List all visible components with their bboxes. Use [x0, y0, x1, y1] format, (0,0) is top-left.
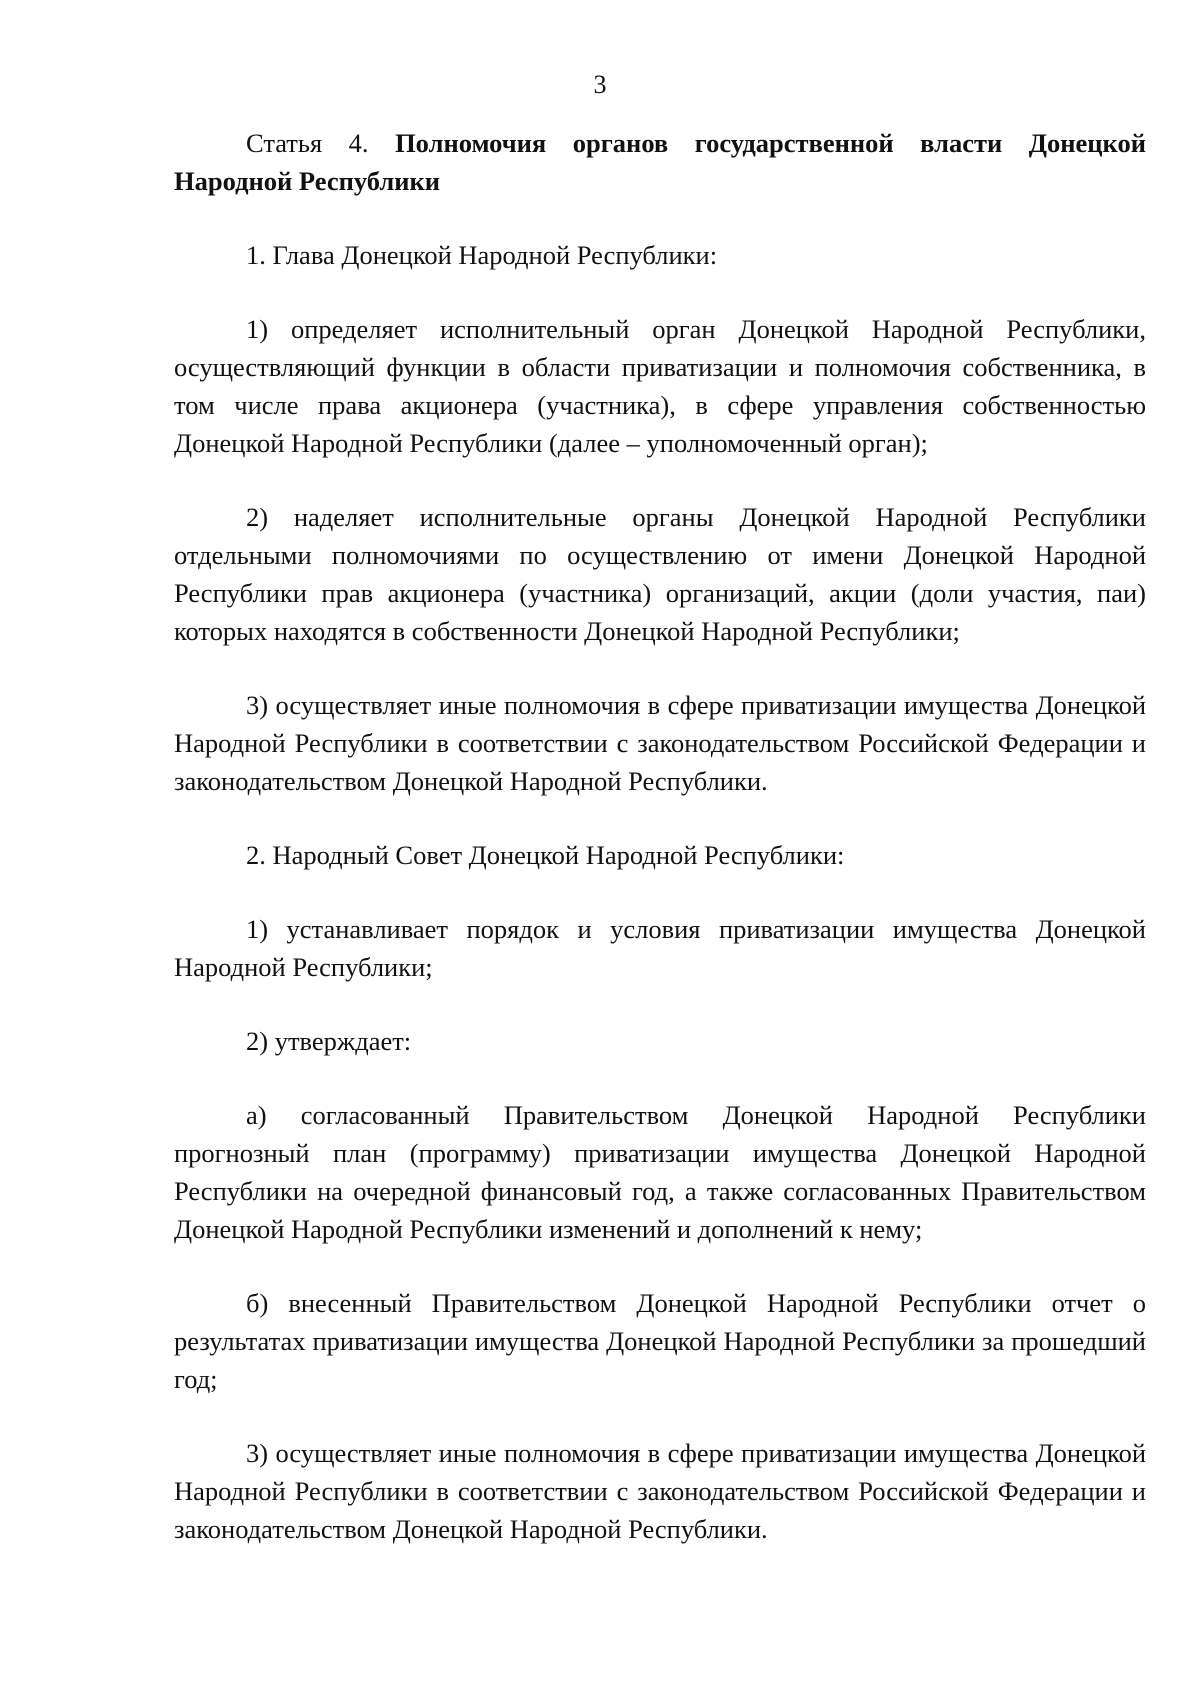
paragraph-item-2-2: 2) утверждает: [246, 1026, 412, 1056]
paragraph-item-2-1: 1) устанавливает порядок и условия приватизации имущества Донецкой Народной Республики; [174, 914, 1146, 982]
paragraph-item-1-2: 2) наделяет исполнительные органы Донецкой Народной Республики отдельными полномочиями по осуществлению от имени Донецкой Народной Республики прав акционера (участника) организаций, акции (доли участия, паи) которых находятся в собственности Донецкой Народной Республики; [174, 502, 1146, 646]
article-prefix: Статья 4. [246, 128, 369, 158]
paragraph-item-1-1: 1) определяет исполнительный орган Донецкой Народной Республики, осуществляющий функции в области приватизации и полномочия собственника, в том числе права акционера (участника), в сфере управления собственностью Донецкой Народной Республики (далее – уполномоченный орган); [174, 314, 1146, 458]
document-body [174, 124, 1146, 1548]
paragraph-section-1-intro: 1. Глава Донецкой Народной Республики: [246, 240, 718, 270]
paragraph-section-2-intro: 2. Народный Совет Донецкой Народной Республики: [246, 840, 845, 870]
page-number: 3 [593, 70, 607, 99]
paragraph-item-2-2-b: б) внесенный Правительством Донецкой Народной Республики отчет о результатах приватизации имущества Донецкой Народной Республики за прошедший год; [174, 1288, 1146, 1394]
article-title: Полномочия органов государственной власти Донецкой Народной Республики [174, 128, 1146, 196]
article-heading [174, 124, 1146, 200]
paragraph-item-2-3: 3) осуществляет иные полномочия в сфере приватизации имущества Донецкой Народной Республики в соответствии с законодательством Российской Федерации и законодательством Донецкой Народной Республики. [174, 1438, 1146, 1544]
paragraph-item-2-2-a: а) согласованный Правительством Донецкой Народной Республики прогнозный план (программу) приватизации имущества Донецкой Народной Республики на очередной финансовый год, а также согласованных Правительством Донецкой Народной Республики изменений и дополнений к нему; [174, 1100, 1146, 1244]
paragraph-item-1-3: 3) осуществляет иные полномочия в сфере приватизации имущества Донецкой Народной Республики в соответствии с законодательством Российской Федерации и законодательством Донецкой Народной Республики. [174, 690, 1146, 796]
